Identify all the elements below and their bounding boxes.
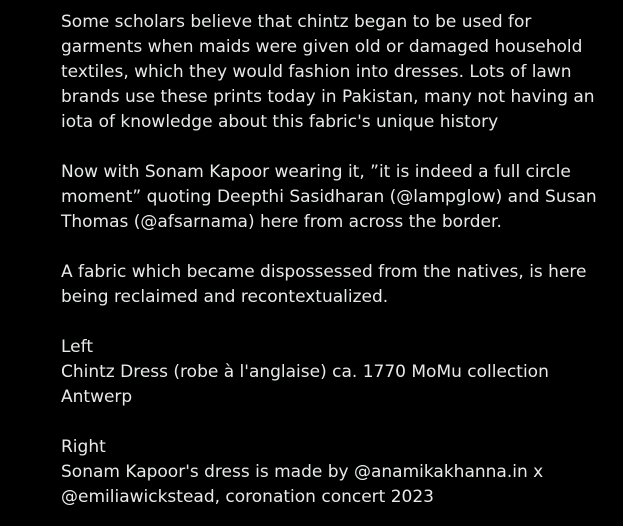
post-paragraph-chintz-history: Some scholars believe that chintz began to be used for garments when maids were given old or damaged household textiles, which they would fashion into dresses. Lots of lawn brands use these prints today in Pakistan, many not having an iota of knowledge about this fabric's unique history (61, 12, 600, 132)
post-paragraph-right-caption: Right Sonam Kapoor's dress is made by @anamikakhanna.in x @emiliawickstead, coronation concert 2023 (61, 437, 544, 507)
post-paragraph-reclaimed: A fabric which became dispossessed from the natives, is here being reclaimed and recontextualized. (61, 262, 592, 307)
post-body (61, 10, 617, 510)
post-paragraph-left-caption: Left Chintz Dress (robe à l'anglaise) ca. 1770 MoMu collection Antwerp (61, 337, 549, 407)
post-paragraph-sonam-kapoor: Now with Sonam Kapoor wearing it, ”it is indeed a full circle moment” quoting Deepthi Sasidharan (@lampglow) and Susan Thomas (@afsarnama) here from across the border. (61, 162, 603, 232)
